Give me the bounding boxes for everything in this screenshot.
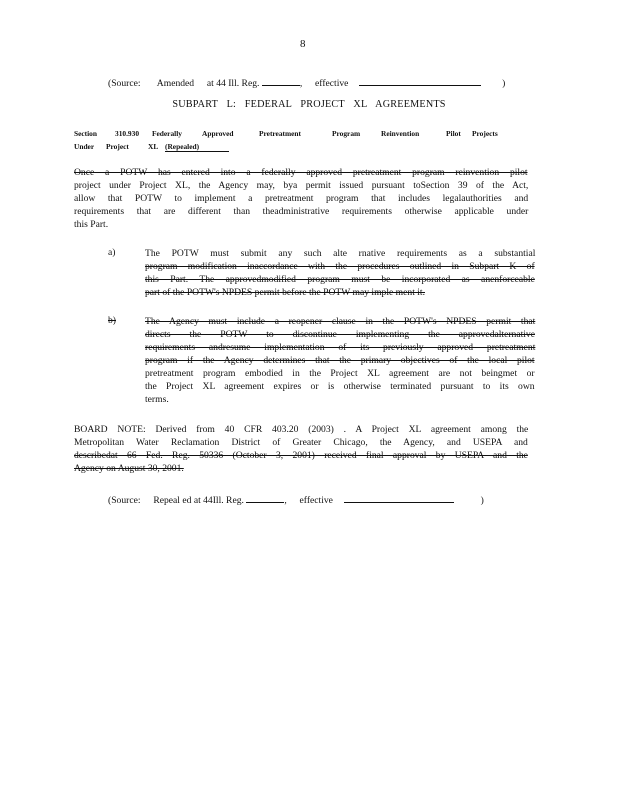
source-reg: at 44 Ill. Reg. — [206, 78, 260, 89]
intro-line: allow that POTW to implement a pretreatment program that includes legalauthorities and — [74, 193, 529, 204]
intro-line: this Part. — [74, 219, 109, 230]
page-number: 8 — [300, 38, 306, 50]
source-effective: effective — [315, 78, 349, 89]
item-a-label: a) — [108, 247, 116, 258]
item-b-line: The Agency must include a reopener clause in the POTW's NPDES permit that — [145, 316, 536, 327]
source-prefix: (Source: — [108, 495, 141, 506]
item-b-label: b) — [108, 315, 116, 326]
source-comma: , — [299, 78, 303, 89]
item-b-text — [145, 315, 535, 406]
item-a-line: The POTW must submit any such alte rnative requirements as a substantial — [145, 248, 536, 259]
section-word: Under — [74, 142, 95, 151]
section-word: Program — [332, 129, 361, 138]
source-comma: , — [284, 495, 287, 506]
source-repealed: Repeal ed at 44Ill. Reg. — [153, 495, 244, 506]
item-b-line: the Project XL agreement expires or is otherwise terminated pursuant to its own — [145, 381, 535, 392]
source-prefix: (Source: — [108, 78, 141, 89]
board-note-line: describedat 66 Fed. Reg. 50336 (October 3, 2001) received final approval by USEPA and the — [74, 450, 528, 461]
section-number: 310.930 — [115, 129, 140, 138]
intro-paragraph — [74, 166, 528, 231]
effective-date-blank — [344, 492, 454, 503]
item-b-line: requirements andresume implementation of its previously approved pretreatment — [145, 342, 536, 353]
section-word: Section — [74, 129, 97, 138]
subpart-heading: SUBPART L: FEDERAL PROJECT XL AGREEMENTS — [172, 99, 446, 110]
section-word: Pretreatment — [259, 129, 301, 138]
intro-line: project under Project XL, the Agency may, bya permit issued pursuant toSection 39 of the Act, — [74, 180, 529, 191]
source-note-top — [108, 75, 505, 90]
intro-line: requirements that are different than theadministrative requirements otherwise applicable under — [74, 206, 529, 217]
section-word: XL — [148, 142, 159, 151]
item-b-line: directs the POTW to discontinue implementing the approvedalternative — [145, 329, 535, 340]
item-a-line: program modification inaccordance with the procedures outlined in Subpart K of — [145, 261, 535, 272]
item-b-line: pretreatment program embodied in the Project XL agreement are not beingmet or — [145, 368, 535, 379]
board-note-line: Agency on August 30, 2001. — [74, 463, 184, 474]
board-note — [74, 423, 528, 475]
section-word: Projects — [472, 129, 498, 138]
item-a-line: part of the POTW's NPDES permit before the POTW may imple ment it. — [145, 287, 425, 298]
board-note-line: Metropolitan Water Reclamation District of Greater Chicago, the Agency, and USEPA and — [74, 437, 528, 448]
source-close: ) — [480, 495, 484, 506]
item-b-line: terms. — [145, 394, 169, 405]
source-note-bottom — [108, 492, 484, 507]
source-close: ) — [502, 78, 506, 89]
effective-date-blank — [359, 75, 481, 86]
section-word: Approved — [202, 129, 234, 138]
source-effective: effective — [299, 495, 333, 506]
section-word: Project — [106, 142, 129, 151]
item-a-line: this Part. The approvedmodified program must be incorporated as anenforceable — [145, 274, 535, 285]
reg-volume-blank — [246, 492, 284, 503]
intro-line: Once a POTW has entered into a federally approved pretreatment program reinvention pilot — [74, 167, 528, 178]
section-word: Pilot — [446, 129, 461, 138]
board-note-line: BOARD NOTE: Derived from 40 CFR 403.20 (2003) . A Project XL agreement among the — [74, 424, 529, 435]
source-amended: Amended — [156, 78, 195, 89]
section-word: Federally — [152, 129, 182, 138]
repealed-marker: (Repealed) — [165, 142, 229, 152]
section-word: Reinvention — [381, 129, 420, 138]
reg-volume-blank — [262, 75, 300, 86]
item-b-line: program if the Agency determines that the primary objectives of the local pilot — [145, 355, 535, 366]
item-a-text — [145, 247, 535, 299]
